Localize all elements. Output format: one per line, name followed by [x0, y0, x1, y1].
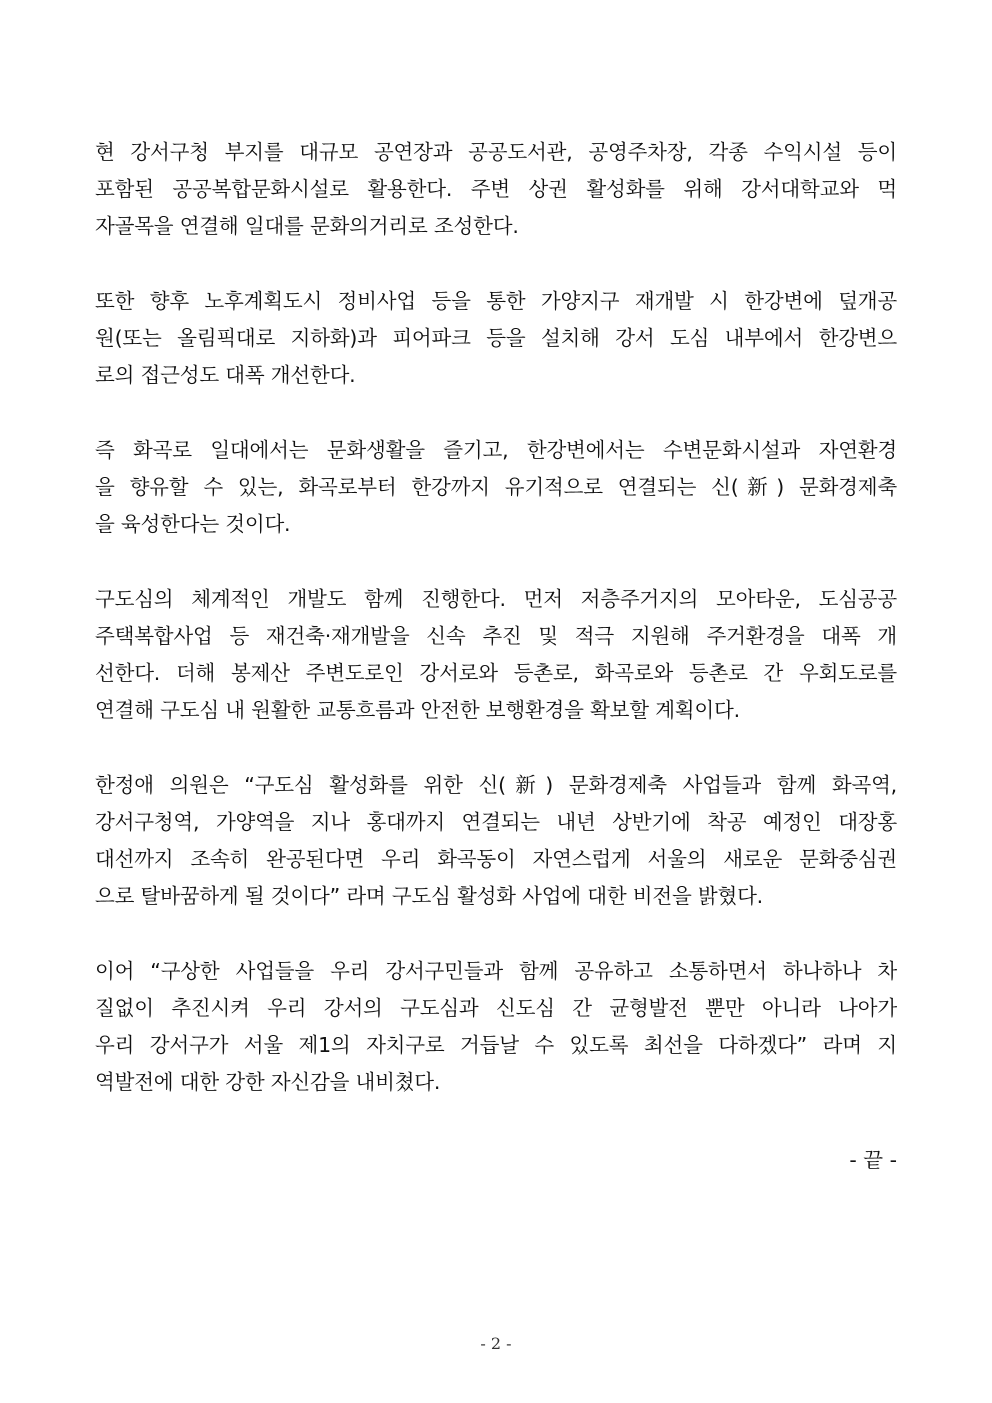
paragraph-1 [95, 134, 897, 245]
text-line: 으로 탈바꿈하게 될 것이다” 라며 구도심 활성화 사업에 대한 비전을 밝혔다. [95, 884, 763, 908]
paragraph-5 [95, 767, 897, 915]
text-line: 선한다. 더해 봉제산 주변도로인 강서로와 등촌로, 화곡로와 등촌로 간 우회도로를 [95, 661, 897, 685]
end-mark: - 끝 - [849, 1148, 897, 1172]
text-line: 연결해 구도심 내 원활한 교통흐름과 안전한 보행환경을 확보할 계획이다. [95, 698, 740, 722]
article-body [95, 134, 897, 1139]
text-line: 대선까지 조속히 완공된다면 우리 화곡동이 자연스럽게 서울의 새로운 문화중심권 [95, 847, 897, 871]
page-number: - 2 - [480, 1334, 512, 1353]
text-line: 을 향유할 수 있는, 화곡로부터 한강까지 유기적으로 연결되는 신(新) 문화경제축 [95, 475, 897, 499]
text-line: 우리 강서구가 서울 제1의 자치구로 거듭날 수 있도록 최선을 다하겠다” 라며 지 [95, 1033, 897, 1057]
paragraph-2 [95, 283, 897, 394]
text-line: 로의 접근성도 대폭 개선한다. [95, 363, 356, 387]
paragraph-3 [95, 432, 897, 543]
text-line: 질없이 추진시켜 우리 강서의 구도심과 신도심 간 균형발전 뿐만 아니라 나아가 [95, 996, 897, 1020]
text-line: 구도심의 체계적인 개발도 함께 진행한다. 먼저 저층주거지의 모아타운, 도심공공 [95, 587, 897, 611]
text-line: 즉 화곡로 일대에서는 문화생활을 즐기고, 한강변에서는 수변문화시설과 자연환경 [95, 438, 897, 462]
text-line: 강서구청역, 가양역을 지나 홍대까지 연결되는 내년 상반기에 착공 예정인 대장홍 [95, 810, 897, 834]
text-line: 역발전에 대한 강한 자신감을 내비쳤다. [95, 1070, 441, 1094]
paragraph-6 [95, 953, 897, 1101]
text-line: 또한 향후 노후계획도시 정비사업 등을 통한 가양지구 재개발 시 한강변에 덮개공 [95, 289, 897, 313]
text-line: 자골목을 연결해 일대를 문화의거리로 조성한다. [95, 214, 519, 238]
text-line: 을 육성한다는 것이다. [95, 512, 291, 536]
text-line: 현 강서구청 부지를 대규모 공연장과 공공도서관, 공영주차장, 각종 수익시설 등이 [95, 140, 897, 164]
text-line: 주택복합사업 등 재건축·재개발을 신속 추진 및 적극 지원해 주거환경을 대폭 개 [95, 624, 897, 648]
text-line: 포함된 공공복합문화시설로 활용한다. 주변 상권 활성화를 위해 강서대학교와 먹 [95, 177, 897, 201]
paragraph-4 [95, 581, 897, 729]
text-line: 이어 “구상한 사업들을 우리 강서구민들과 함께 공유하고 소통하면서 하나하나 차 [95, 959, 897, 983]
text-line: 한정애 의원은 “구도심 활성화를 위한 신(新) 문화경제축 사업들과 함께 화곡역, [95, 773, 897, 797]
text-line: 원(또는 올림픽대로 지하화)과 피어파크 등을 설치해 강서 도심 내부에서 한강변으 [95, 326, 897, 350]
